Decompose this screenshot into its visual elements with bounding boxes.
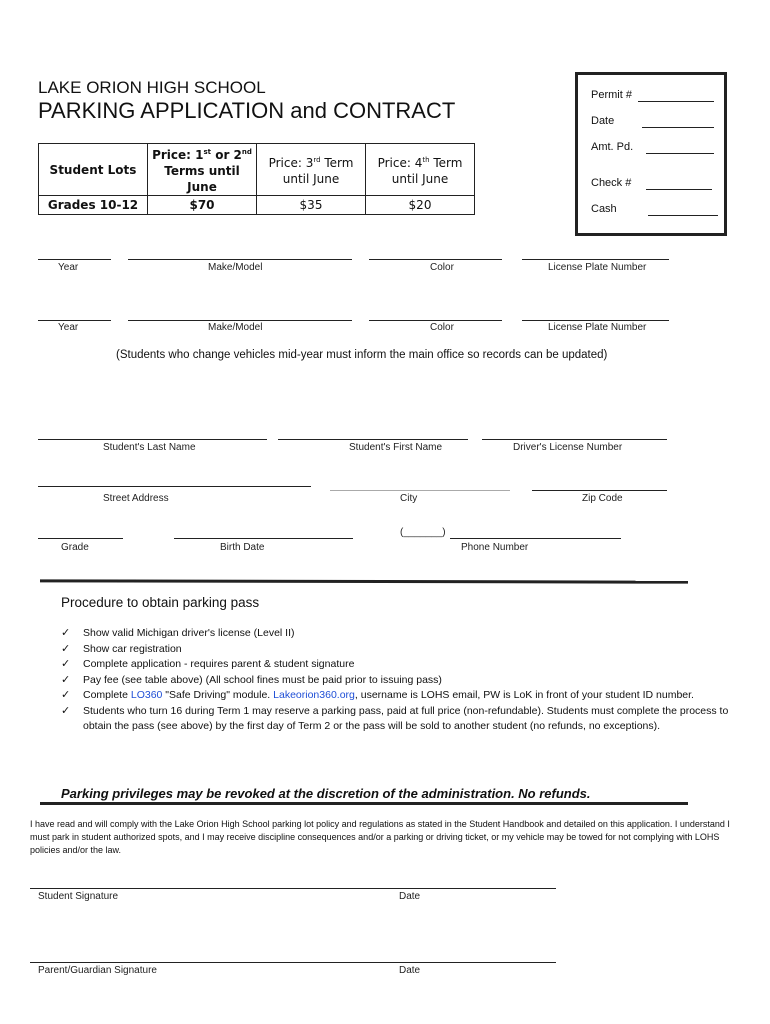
student-lots-cell: Student Lots [39,144,148,196]
check-field[interactable] [646,189,712,190]
city-field[interactable] [330,490,510,491]
vehicle2-make-field[interactable] [128,320,352,321]
list-item: ✓ Show valid Michigan driver's license (Level II) [61,626,736,642]
price-70: $70 [148,196,257,215]
price-table [38,143,475,215]
office-permit-box [575,72,727,236]
birth-date-label: Birth Date [220,542,265,553]
student-signature-label: Student Signature [38,891,119,902]
lo360-link[interactable]: LO360 [130,689,163,701]
cash-field[interactable] [648,215,718,216]
phone-number-label: Phone Number [461,542,529,553]
grade-field[interactable] [38,538,123,539]
list-item: ✓ Pay fee (see table above) (All school fines must be paid prior to issuing pass) [61,673,736,689]
page-title: PARKING APPLICATION and CONTRACT [38,98,456,123]
price-20: $20 [366,196,475,215]
vehicle1-color-label: Color [430,262,454,273]
street-address-field[interactable] [38,486,311,487]
section-divider [40,579,688,583]
grade-label: Grade [61,542,89,553]
last-name-field[interactable] [38,439,267,440]
vehicle1-plate-field[interactable] [522,259,669,260]
vehicle2-plate-field[interactable] [522,320,669,321]
list-item: ✓ Students who turn 16 during Term 1 may reserve a parking pass, paid at full price (non-refundable). Students must complete the process to obtain the pass (see above) by the first day of Term 2 or the pass will be sold to another student (no refunds, no exceptions). [61,704,736,735]
list-item: ✓ Complete LO360 "Safe Driving" module. Lakeorion360.org, username is LOHS email, PW is LoK in front of your student ID number. [61,688,736,704]
price-term12-cell: Price: 1st or 2nd Terms until June [148,144,257,196]
street-address-label: Street Address [103,493,169,504]
vehicle1-year-field[interactable] [38,259,111,260]
first-name-field[interactable] [278,439,468,440]
amt-pd-field[interactable] [646,153,714,154]
first-name-label: Student's First Name [349,442,443,453]
parent-signature-field[interactable] [30,962,556,963]
lakeorion360-link[interactable]: Lakeorion360.org [273,689,355,701]
parent-date-label: Date [399,965,421,976]
price-term3-cell: Price: 3rd Term until June [257,144,366,196]
vehicle2-color-field[interactable] [369,320,502,321]
license-number-label: Driver's License Number [513,442,623,453]
permit-date-label: Date [591,115,615,127]
permit-date-field[interactable] [642,127,714,128]
last-name-label: Student's Last Name [103,442,196,453]
vehicle1-color-field[interactable] [369,259,502,260]
phone-number-field[interactable] [450,538,621,539]
city-label: City [400,493,418,504]
vehicle1-plate-label: License Plate Number [548,262,647,273]
zip-code-field[interactable] [532,490,667,491]
phone-area-code[interactable]: (_______) [400,527,446,538]
vehicle-change-note: (Students who change vehicles mid-year must inform the main office so records can be updated) [116,349,608,361]
vehicle2-color-label: Color [430,322,454,333]
grades-cell: Grades 10-12 [39,196,148,215]
procedure-list [61,626,736,735]
check-label: Check # [591,177,632,189]
permit-label: Permit # [591,89,632,101]
amt-pd-label: Amt. Pd. [591,141,634,153]
student-signature-field[interactable] [30,888,556,889]
vehicle2-year-field[interactable] [38,320,111,321]
price-35: $35 [257,196,366,215]
permit-number-field[interactable] [638,101,714,102]
student-date-label: Date [399,891,421,902]
birth-date-field[interactable] [174,538,353,539]
price-term4-cell: Price: 4th Term until June [366,144,475,196]
vehicle1-year-label: Year [58,262,79,273]
vehicle2-make-label: Make/Model [208,322,263,333]
list-item: ✓ Complete application - requires parent & student signature [61,657,736,673]
cash-label: Cash [591,203,617,215]
procedure-title: Procedure to obtain parking pass [61,595,260,610]
parent-signature-label: Parent/Guardian Signature [38,965,157,976]
list-item: ✓ Show car registration [61,642,736,658]
agreement-text: I have read and will comply with the Lake Orion High School parking lot policy and regulations as stated in the Student Handbook and detailed on this application. I understand I must park in student authorized spots, and I may receive discipline consequences and/or a parking or driving ticket, or my vehicle may be towed for not complying with LOHS policies and/or the law. [30,819,730,855]
license-number-field[interactable] [482,439,667,440]
zip-code-label: Zip Code [582,493,623,504]
vehicle2-plate-label: License Plate Number [548,322,647,333]
revocation-warning: Parking privileges may be revoked at the discretion of the administration. No refunds. [61,786,591,801]
vehicle2-year-label: Year [58,322,79,333]
vehicle1-make-field[interactable] [128,259,352,260]
vehicle1-make-label: Make/Model [208,262,263,273]
warning-divider [40,802,688,805]
school-name: LAKE ORION HIGH SCHOOL [38,78,266,97]
